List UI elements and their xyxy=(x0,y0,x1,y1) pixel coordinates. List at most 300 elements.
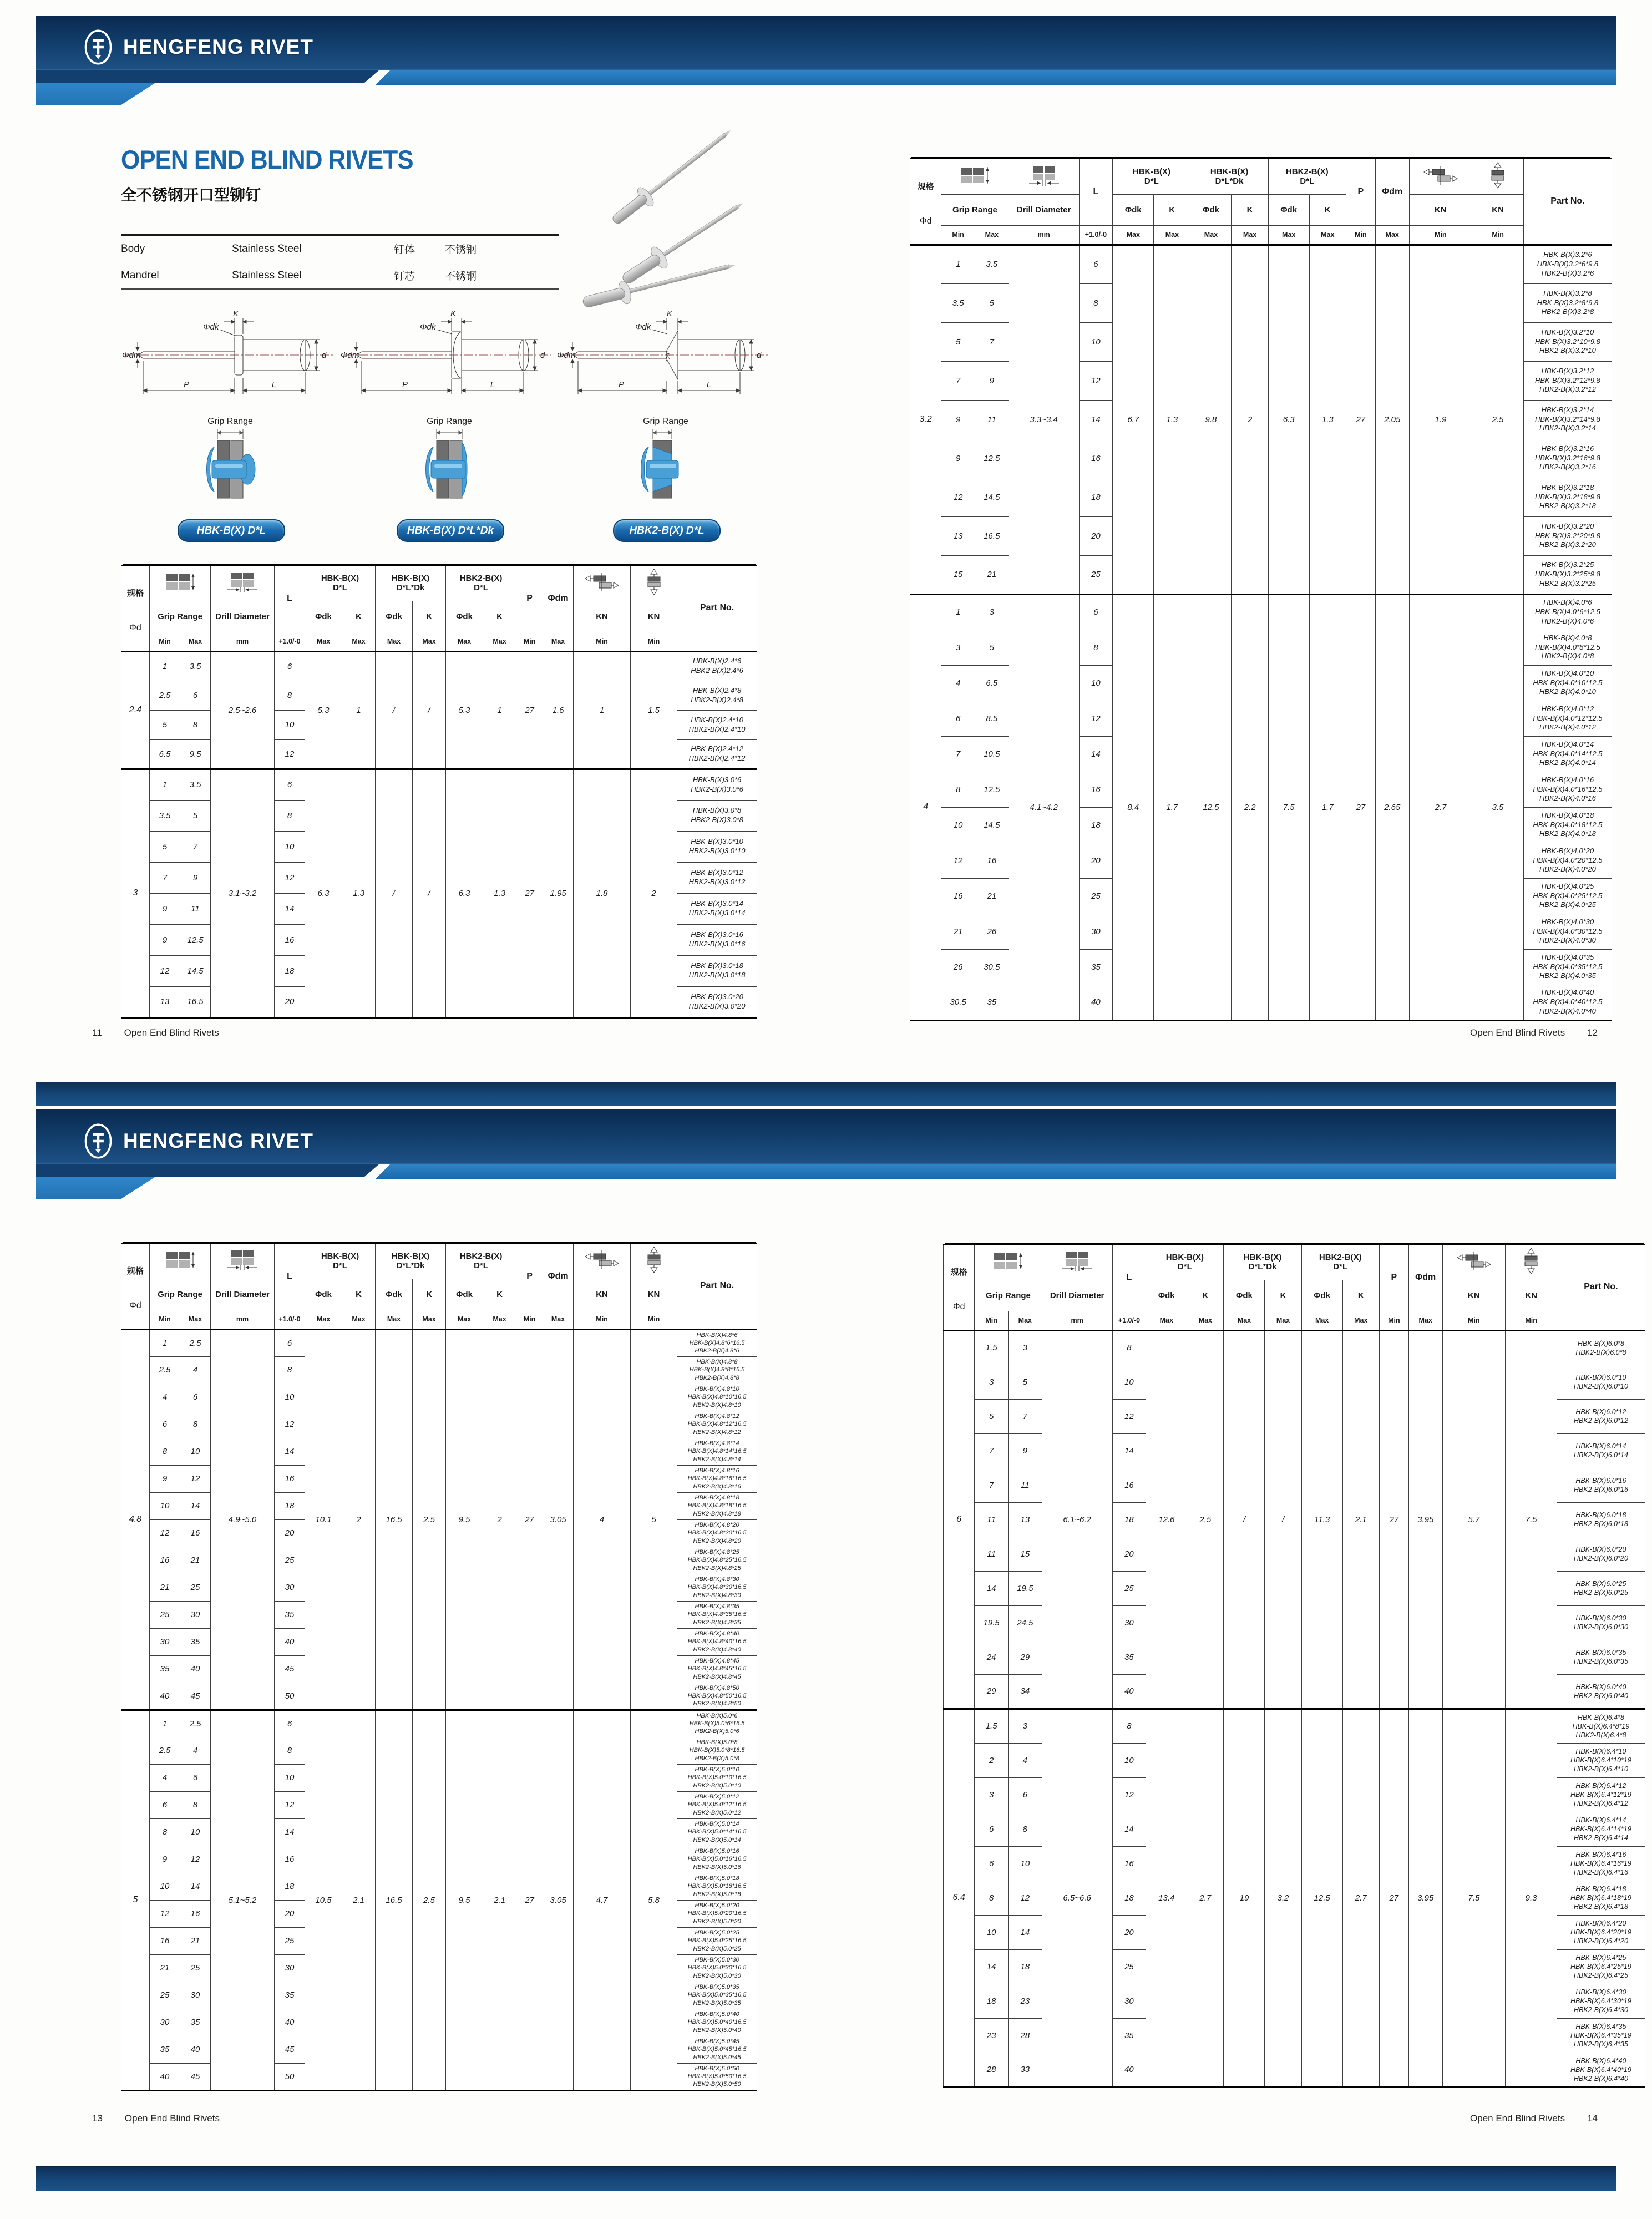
k-label: K xyxy=(342,1279,376,1310)
part-no-cell: HBK-B(X)4.8*12 HBK-B(X)4.8*12*16.5 HBK2-B(X)4.8*12 xyxy=(677,1411,757,1438)
k-hbk2-cell: 1.7 xyxy=(1309,594,1346,1020)
max-label: Max xyxy=(446,1310,483,1329)
grip-max-cell: 28 xyxy=(1008,2018,1042,2053)
max-label: Max xyxy=(1113,225,1154,245)
part-no-cell: HBK-B(X)4.0*10 HBK-B(X)4.0*10*12.5 HBK2-B(X)4.0*10 xyxy=(1523,665,1612,701)
part-no-cell: HBK-B(X)3.0*16 HBK2-B(X)3.0*16 xyxy=(677,924,757,955)
grip-max-cell: 29 xyxy=(1008,1640,1042,1674)
brand-name: HENGFENG RIVET xyxy=(123,1129,313,1152)
series-header-hbk-dl: HBK-B(X) D*L xyxy=(1113,159,1190,194)
grip-min-cell: 35 xyxy=(150,2036,180,2063)
part-no-cell: HBK-B(X)3.0*6 HBK2-B(X)3.0*6 xyxy=(677,769,757,800)
max-label: Max xyxy=(1342,1311,1379,1330)
max-label: Max xyxy=(342,632,376,651)
part-no-cell: HBK-B(X)5.0*30 HBK-B(X)5.0*30*16.5 HBK2-B(X)5.0*30 xyxy=(677,1954,757,1982)
grip-max-cell: 2.5 xyxy=(180,1710,211,1737)
grip-min-cell: 40 xyxy=(150,2063,180,2090)
length-cell: 25 xyxy=(275,1927,305,1954)
grip-max-cell: 30.5 xyxy=(975,949,1009,985)
footer-label: Open End Blind Rivets xyxy=(124,2113,220,2124)
min-label: Min xyxy=(975,1311,1009,1330)
min-label: Min xyxy=(1409,225,1472,245)
length-cell: 35 xyxy=(1112,2018,1146,2053)
phi-dk-dl-cell: 10.1 xyxy=(305,1329,342,1710)
grip-min-cell: 7 xyxy=(150,862,180,893)
grip-max-cell: 25 xyxy=(180,1574,211,1601)
length-cell: 10 xyxy=(275,1384,305,1411)
grip-max-cell: 5 xyxy=(975,630,1009,665)
svg-text:d: d xyxy=(540,351,545,360)
grip-min-cell: 1 xyxy=(941,245,975,283)
svg-text:P: P xyxy=(183,380,190,389)
sheet-pages-13-14 xyxy=(0,1108,1652,2219)
phi-dk-dldk-cell: 19 xyxy=(1224,1709,1265,2087)
part-no-cell: HBK-B(X)6.0*18 HBK2-B(X)6.0*18 xyxy=(1557,1502,1645,1537)
grip-range-illustration xyxy=(619,415,713,508)
min-label: Min xyxy=(516,632,543,651)
grip-max-cell: 19.5 xyxy=(1008,1571,1042,1605)
length-cell: 25 xyxy=(1079,878,1113,914)
header-blue-tail xyxy=(36,1177,155,1199)
k-dldk-cell: / xyxy=(413,651,446,769)
grip-min-cell: 4 xyxy=(150,1764,180,1791)
material-cn-value: 不锈钢 xyxy=(445,271,477,282)
length-cell: 10 xyxy=(275,710,305,739)
k-label: K xyxy=(1154,194,1190,225)
kn-tensile-cell: 1.8 xyxy=(574,769,631,1017)
length-cell: 16 xyxy=(1079,439,1113,478)
spec-header: 规格 Φd xyxy=(121,565,150,651)
length-cell: 14 xyxy=(275,893,305,924)
svg-text:L: L xyxy=(271,380,277,389)
length-tol-label: +1.0/-0 xyxy=(275,1310,305,1329)
header-blue-stripe xyxy=(375,70,1616,85)
k-dl-cell: 1.7 xyxy=(1154,594,1190,1020)
phi-dk-dl-cell: 5.3 xyxy=(305,651,342,769)
grip-max-cell: 3 xyxy=(1008,1330,1042,1365)
grip-min-cell: 24 xyxy=(975,1640,1009,1674)
part-no-cell: HBK-B(X)6.0*12 HBK2-B(X)6.0*12 xyxy=(1557,1399,1645,1433)
grip-min-cell: 13 xyxy=(150,986,180,1017)
phi-d-cell: 5 xyxy=(121,1710,150,2090)
grip-max-cell: 26 xyxy=(975,914,1009,949)
series-header-hbk-dldk: HBK-B(X) D*L*Dk xyxy=(376,565,446,601)
length-cell: 18 xyxy=(275,1873,305,1900)
phi-d-cell: 2.4 xyxy=(121,651,150,769)
max-label: Max xyxy=(1190,225,1232,245)
svg-text:P: P xyxy=(618,380,625,389)
grip-min-cell: 18 xyxy=(975,1984,1009,2018)
length-tol-label: +1.0/-0 xyxy=(1112,1311,1146,1330)
phi-d-cell: 6.4 xyxy=(944,1709,975,2087)
grip-max-cell: 12.5 xyxy=(180,924,211,955)
page-number: 11 xyxy=(92,1027,102,1038)
length-cell: 18 xyxy=(1112,1502,1146,1537)
k-dl-cell: 1 xyxy=(342,651,376,769)
spec-table-page-11 xyxy=(121,565,757,1019)
rivet-diagram-large-flange xyxy=(339,310,559,405)
length-cell: 30 xyxy=(1112,1984,1146,2018)
length-cell: 6 xyxy=(275,1710,305,1737)
kn-tensile-cell: 4.7 xyxy=(574,1710,631,2090)
p-min-cell: 27 xyxy=(516,769,543,1017)
k-hbk2-cell: 1.3 xyxy=(483,769,516,1017)
part-no-header: Part No. xyxy=(1557,1244,1645,1330)
part-no-cell: HBK-B(X)4.8*50 HBK-B(X)4.8*50*16.5 HBK2-B(X)4.8*50 xyxy=(677,1683,757,1710)
kn-label: KN xyxy=(631,601,677,632)
grip-max-cell: 6 xyxy=(180,1764,211,1791)
phi-dm-header: Φdm xyxy=(1408,1244,1442,1311)
type-pill-hbk2-dl: HBK2-B(X) D*L xyxy=(613,519,721,542)
rivet-diagram-dome-head xyxy=(121,310,340,405)
part-no-cell: HBK-B(X)3.2*25 HBK-B(X)3.2*25*9.8 HBK2-B(X)3.2*25 xyxy=(1523,555,1612,594)
grip-max-cell: 10 xyxy=(180,1818,211,1846)
shield-logo-icon xyxy=(83,28,113,67)
max-label: Max xyxy=(342,1310,376,1329)
grip-min-cell: 25 xyxy=(150,1982,180,2009)
drill-diameter-icon xyxy=(211,565,275,601)
grip-min-cell: 9 xyxy=(150,924,180,955)
length-cell: 6 xyxy=(275,769,305,800)
part-no-cell: HBK-B(X)3.2*8 HBK-B(X)3.2*8*9.8 HBK2-B(X)3.2*8 xyxy=(1523,283,1612,322)
grip-max-cell: 9.5 xyxy=(180,739,211,769)
rivet-spec-table xyxy=(121,1243,757,2091)
part-no-cell: HBK-B(X)2.4*12 HBK2-B(X)2.4*12 xyxy=(677,739,757,769)
kn-shear-cell: 2 xyxy=(631,769,677,1017)
shield-logo-icon xyxy=(83,1122,113,1161)
kn-label: KN xyxy=(1472,194,1524,225)
part-no-cell: HBK-B(X)4.0*25 HBK-B(X)4.0*25*12.5 HBK2-B(X)4.0*25 xyxy=(1523,878,1612,914)
brand-logo xyxy=(83,1122,313,1161)
k-hbk2-cell: 1.3 xyxy=(1309,245,1346,594)
phi-dk-dl-cell: 6.3 xyxy=(305,769,342,1017)
shear-strength-icon xyxy=(631,1243,677,1279)
grip-max-cell: 5 xyxy=(1008,1365,1042,1399)
phi-dk-dldk-cell: / xyxy=(376,651,413,769)
svg-text:Φdm: Φdm xyxy=(341,351,359,360)
k-label: K xyxy=(1265,1280,1301,1311)
grip-max-cell: 8 xyxy=(180,710,211,739)
kn-label: KN xyxy=(1506,1280,1557,1311)
grip-range-icon xyxy=(941,159,1009,194)
grip-min-cell: 9 xyxy=(941,439,975,478)
grip-min-cell: 21 xyxy=(150,1954,180,1982)
grip-max-cell: 14 xyxy=(1008,1915,1042,1949)
part-no-cell: HBK-B(X)3.2*6 HBK-B(X)3.2*6*9.8 HBK2-B(X)3.2*6 xyxy=(1523,245,1612,283)
part-no-cell: HBK-B(X)4.8*35 HBK-B(X)4.8*35*16.5 HBK2-B(X)4.8*35 xyxy=(677,1601,757,1628)
rivet-spec-table xyxy=(910,158,1612,1021)
page-footer-left xyxy=(92,1027,219,1038)
kn-label: KN xyxy=(574,1279,631,1310)
part-no-cell: HBK-B(X)3.2*10 HBK-B(X)3.2*10*9.8 HBK2-B(X)3.2*10 xyxy=(1523,322,1612,361)
grip-max-cell: 45 xyxy=(180,1683,211,1710)
part-no-cell: HBK-B(X)3.0*12 HBK2-B(X)3.0*12 xyxy=(677,862,757,893)
grip-max-cell: 4 xyxy=(180,1356,211,1384)
brand-name: HENGFENG RIVET xyxy=(123,36,313,58)
grip-max-cell: 5 xyxy=(180,800,211,831)
grip-min-cell: 3 xyxy=(941,630,975,665)
part-no-cell: HBK-B(X)4.0*18 HBK-B(X)4.0*18*12.5 HBK2-B(X)4.0*18 xyxy=(1523,807,1612,843)
spec-header: 规格 Φd xyxy=(910,159,941,245)
svg-text:Φdm: Φdm xyxy=(122,351,141,360)
part-no-cell: HBK-B(X)4.0*20 HBK-B(X)4.0*20*12.5 HBK2-B(X)4.0*20 xyxy=(1523,843,1612,878)
phi-dk-label: Φdk xyxy=(1224,1280,1265,1311)
length-cell: 40 xyxy=(1112,2053,1146,2087)
part-no-cell: HBK-B(X)5.0*14 HBK-B(X)5.0*14*16.5 HBK2-B(X)5.0*14 xyxy=(677,1818,757,1846)
series-header-hbk-dl: HBK-B(X) D*L xyxy=(305,565,376,601)
p-header: P xyxy=(1379,1244,1408,1311)
spec-table-page-12 xyxy=(910,158,1612,1021)
part-no-cell: HBK-B(X)3.0*10 HBK2-B(X)3.0*10 xyxy=(677,831,757,862)
grip-range-icon xyxy=(150,1243,211,1279)
mm-label: mm xyxy=(211,632,275,651)
grip-max-cell: 16 xyxy=(180,1519,211,1547)
length-cell: 16 xyxy=(1079,772,1113,807)
series-header-hbk2-dl: HBK2-B(X) D*L xyxy=(1268,159,1346,194)
max-label: Max xyxy=(1408,1311,1442,1330)
shear-strength-icon xyxy=(631,565,677,601)
length-cell: 30 xyxy=(275,1574,305,1601)
kn-shear-cell: 7.5 xyxy=(1506,1330,1557,1709)
k-dl-cell: 2.5 xyxy=(1187,1330,1224,1709)
length-cell: 6 xyxy=(1079,594,1113,630)
series-header-hbk2-dl: HBK2-B(X) D*L xyxy=(446,1243,516,1279)
length-cell: 16 xyxy=(275,924,305,955)
k-hbk2-cell: 2 xyxy=(483,1329,516,1710)
length-tol-label: +1.0/-0 xyxy=(1079,225,1113,245)
grip-min-cell: 14 xyxy=(975,1571,1009,1605)
phi-dk-hbk2-cell: 9.5 xyxy=(446,1329,483,1710)
grip-min-cell: 12 xyxy=(941,843,975,878)
page-footer-right xyxy=(1470,2113,1598,2124)
length-cell: 20 xyxy=(1079,516,1113,555)
drill-diameter-icon xyxy=(211,1243,275,1279)
spec-table-page-13 xyxy=(121,1243,757,2091)
part-no-cell: HBK-B(X)6.4*30 HBK-B(X)6.4*30*19 HBK2-B(X)6.4*30 xyxy=(1557,1984,1645,2018)
page-footer-left xyxy=(92,2113,220,2124)
kn-shear-cell: 1.5 xyxy=(631,651,677,769)
material-en-label: Body xyxy=(121,242,145,255)
tensile-strength-icon xyxy=(1442,1244,1506,1280)
drill-diameter-cell: 4.1~4.2 xyxy=(1009,594,1079,1020)
phi-dk-dl-cell: 12.6 xyxy=(1146,1330,1187,1709)
part-no-cell: HBK-B(X)4.0*30 HBK-B(X)4.0*30*12.5 HBK2-B(X)4.0*30 xyxy=(1523,914,1612,949)
sheet1-header-banner xyxy=(0,16,1652,126)
kn-shear-cell: 5.8 xyxy=(631,1710,677,2090)
length-cell: 25 xyxy=(275,1547,305,1574)
grip-min-cell: 3 xyxy=(975,1365,1009,1399)
series-header-hbk-dldk: HBK-B(X) D*L*Dk xyxy=(1224,1244,1301,1280)
grip-min-cell: 6 xyxy=(150,1791,180,1818)
length-cell: 18 xyxy=(275,955,305,986)
part-no-cell: HBK-B(X)4.8*20 HBK-B(X)4.8*20*16.5 HBK2-B(X)4.8*20 xyxy=(677,1519,757,1547)
phi-dm-max-cell: 2.65 xyxy=(1375,594,1409,1020)
grip-range-label: Grip Range xyxy=(941,194,1009,225)
phi-d-cell: 4 xyxy=(910,594,941,1020)
part-no-cell: HBK-B(X)4.0*6 HBK-B(X)4.0*6*12.5 HBK2-B(X)4.0*6 xyxy=(1523,594,1612,630)
grip-min-cell: 1 xyxy=(150,769,180,800)
p-header: P xyxy=(516,565,543,632)
grip-min-cell: 12 xyxy=(150,1900,180,1927)
k-label: K xyxy=(1309,194,1346,225)
grip-min-cell: 9 xyxy=(150,1465,180,1492)
p-header: P xyxy=(516,1243,543,1310)
part-no-cell: HBK-B(X)6.4*18 HBK-B(X)6.4*18*19 HBK2-B(X)6.4*18 xyxy=(1557,1881,1645,1915)
phi-d-cell: 3 xyxy=(121,769,150,1017)
grip-max-cell: 14.5 xyxy=(975,807,1009,843)
svg-text:120°: 120° xyxy=(666,351,672,363)
length-cell: 20 xyxy=(1079,843,1113,878)
part-no-cell: HBK-B(X)6.4*25 HBK-B(X)6.4*25*19 HBK2-B(X)6.4*25 xyxy=(1557,1949,1645,1984)
part-no-cell: HBK-B(X)3.2*18 HBK-B(X)3.2*18*9.8 HBK2-B(X)3.2*18 xyxy=(1523,478,1612,516)
rivet-spec-table xyxy=(121,565,757,1019)
length-cell: 18 xyxy=(1079,807,1113,843)
grip-max-cell: 21 xyxy=(180,1927,211,1954)
grip-max-cell: 14 xyxy=(180,1873,211,1900)
grip-max-cell: 12.5 xyxy=(975,439,1009,478)
length-cell: 16 xyxy=(275,1846,305,1873)
grip-max-cell: 3 xyxy=(1008,1709,1042,1743)
grip-min-cell: 6 xyxy=(975,1812,1009,1846)
part-no-cell: HBK-B(X)4.0*40 HBK-B(X)4.0*40*12.5 HBK2-B(X)4.0*40 xyxy=(1523,985,1612,1020)
grip-max-cell: 6 xyxy=(1008,1777,1042,1812)
tensile-strength-icon xyxy=(574,565,631,601)
grip-min-cell: 1.5 xyxy=(975,1330,1009,1365)
p-min-cell: 27 xyxy=(516,1329,543,1710)
grip-max-cell: 30 xyxy=(180,1601,211,1628)
grip-max-cell: 21 xyxy=(975,878,1009,914)
length-cell: 14 xyxy=(1112,1812,1146,1846)
part-no-cell: HBK-B(X)5.0*20 HBK-B(X)5.0*20*16.5 HBK2-B(X)5.0*20 xyxy=(677,1900,757,1927)
drill-diameter-cell: 6.1~6.2 xyxy=(1042,1330,1112,1709)
max-label: Max xyxy=(543,1310,574,1329)
phi-dm-max-cell: 1.6 xyxy=(543,651,574,769)
phi-dk-hbk2-cell: 6.3 xyxy=(1268,245,1309,594)
part-no-header: Part No. xyxy=(677,1243,757,1329)
part-no-cell: HBK-B(X)5.0*12 HBK-B(X)5.0*12*16.5 HBK2-B(X)5.0*12 xyxy=(677,1791,757,1818)
length-cell: 10 xyxy=(275,831,305,862)
grip-min-cell: 1.5 xyxy=(975,1709,1009,1743)
grip-min-cell: 16 xyxy=(941,878,975,914)
part-no-cell: HBK-B(X)4.8*8 HBK-B(X)4.8*8*16.5 HBK2-B(X)4.8*8 xyxy=(677,1356,757,1384)
material-row-body xyxy=(121,236,559,262)
drill-diameter-label: Drill Diameter xyxy=(211,1279,275,1310)
k-hbk2-cell: 2.1 xyxy=(1342,1330,1379,1709)
length-header: L xyxy=(275,1243,305,1310)
kn-tensile-cell: 5.7 xyxy=(1442,1330,1506,1709)
phi-dk-dldk-cell: 9.8 xyxy=(1190,245,1232,594)
grip-range-illustration xyxy=(183,415,277,508)
part-no-cell: HBK-B(X)6.0*35 HBK2-B(X)6.0*35 xyxy=(1557,1640,1645,1674)
k-dl-cell: 2 xyxy=(342,1329,376,1710)
phi-dk-label: Φdk xyxy=(1190,194,1232,225)
header-blue-stripe xyxy=(375,1164,1616,1179)
grip-min-cell: 8 xyxy=(941,772,975,807)
material-en-label: Mandrel xyxy=(121,269,159,281)
header-blue-tail xyxy=(36,83,155,105)
part-no-cell: HBK-B(X)3.2*12 HBK-B(X)3.2*12*9.8 HBK2-B(X)3.2*12 xyxy=(1523,361,1612,400)
drill-diameter-cell: 5.1~5.2 xyxy=(211,1710,275,2090)
length-cell: 45 xyxy=(275,1655,305,1683)
part-no-cell: HBK-B(X)3.2*20 HBK-B(X)3.2*20*9.8 HBK2-B(X)3.2*20 xyxy=(1523,516,1612,555)
grip-min-cell: 21 xyxy=(150,1574,180,1601)
kn-tensile-cell: 7.5 xyxy=(1442,1709,1506,2087)
length-cell: 25 xyxy=(1079,555,1113,594)
phi-dk-hbk2-cell: 7.5 xyxy=(1268,594,1309,1020)
p-min-cell: 27 xyxy=(516,1710,543,2090)
grip-min-cell: 30 xyxy=(150,2009,180,2036)
length-cell: 40 xyxy=(1112,1674,1146,1709)
phi-dk-hbk2-cell: 11.3 xyxy=(1301,1330,1342,1709)
phi-dk-dldk-cell: 12.5 xyxy=(1190,594,1232,1020)
grip-max-cell: 4 xyxy=(1008,1743,1042,1777)
phi-dk-label: Φdk xyxy=(305,1279,342,1310)
length-cell: 12 xyxy=(275,1411,305,1438)
grip-max-cell: 25 xyxy=(180,1954,211,1982)
grip-max-cell: 9 xyxy=(1008,1433,1042,1468)
length-cell: 18 xyxy=(1112,1881,1146,1915)
grip-min-cell: 40 xyxy=(150,1683,180,1710)
svg-text:L: L xyxy=(490,380,495,389)
max-label: Max xyxy=(1268,225,1309,245)
grip-min-cell: 6 xyxy=(975,1846,1009,1881)
part-no-cell: HBK-B(X)4.0*16 HBK-B(X)4.0*16*12.5 HBK2-B(X)4.0*16 xyxy=(1523,772,1612,807)
page-number: 13 xyxy=(92,2113,103,2124)
grip-min-cell: 30 xyxy=(150,1628,180,1655)
drill-diameter-cell: 3.1~3.2 xyxy=(211,769,275,1017)
material-row-mandrel xyxy=(121,262,559,288)
spec-header: 规格 Φd xyxy=(121,1243,150,1329)
grip-min-cell: 15 xyxy=(941,555,975,594)
p-header: P xyxy=(1346,159,1375,225)
grip-min-cell: 28 xyxy=(975,2053,1009,2087)
min-label: Min xyxy=(150,1310,180,1329)
k-hbk2-cell: 2.1 xyxy=(483,1710,516,2090)
drill-diameter-label: Drill Diameter xyxy=(211,601,275,632)
max-label: Max xyxy=(1265,1311,1301,1330)
length-cell: 12 xyxy=(275,862,305,893)
grip-min-cell: 14 xyxy=(975,1949,1009,1984)
min-label: Min xyxy=(516,1310,543,1329)
max-label: Max xyxy=(1008,1311,1042,1330)
part-no-cell: HBK-B(X)4.0*35 HBK-B(X)4.0*35*12.5 HBK2-B(X)4.0*35 xyxy=(1523,949,1612,985)
grip-max-cell: 16.5 xyxy=(975,516,1009,555)
phi-dk-hbk2-cell: 5.3 xyxy=(446,651,483,769)
footer-label: Open End Blind Rivets xyxy=(1470,1027,1565,1038)
phi-dk-label: Φdk xyxy=(376,601,413,632)
phi-dk-dldk-cell: / xyxy=(376,769,413,1017)
grip-max-cell: 40 xyxy=(180,2036,211,2063)
mm-label: mm xyxy=(1042,1311,1112,1330)
grip-max-cell: 21 xyxy=(180,1547,211,1574)
grip-max-cell: 23 xyxy=(1008,1984,1042,2018)
tensile-strength-icon xyxy=(1409,159,1472,194)
part-no-cell: HBK-B(X)5.0*8 HBK-B(X)5.0*8*16.5 HBK2-B(X)5.0*8 xyxy=(677,1737,757,1764)
length-cell: 6 xyxy=(1079,245,1113,283)
grip-min-cell: 12 xyxy=(150,955,180,986)
grip-min-cell: 25 xyxy=(150,1601,180,1628)
part-no-cell: HBK-B(X)6.0*20 HBK2-B(X)6.0*20 xyxy=(1557,1537,1645,1571)
phi-dm-max-cell: 3.05 xyxy=(543,1710,574,2090)
drill-diameter-cell: 3.3~3.4 xyxy=(1009,245,1079,594)
part-no-cell: HBK-B(X)4.8*10 HBK-B(X)4.8*10*16.5 HBK2-B(X)4.8*10 xyxy=(677,1384,757,1411)
grip-max-cell: 11 xyxy=(180,893,211,924)
phi-dk-label: Φdk xyxy=(376,1279,413,1310)
grip-min-cell: 7 xyxy=(941,361,975,400)
phi-d-cell: 4.8 xyxy=(121,1329,150,1710)
grip-max-cell: 7 xyxy=(1008,1399,1042,1433)
svg-text:Grip Range: Grip Range xyxy=(643,417,688,426)
